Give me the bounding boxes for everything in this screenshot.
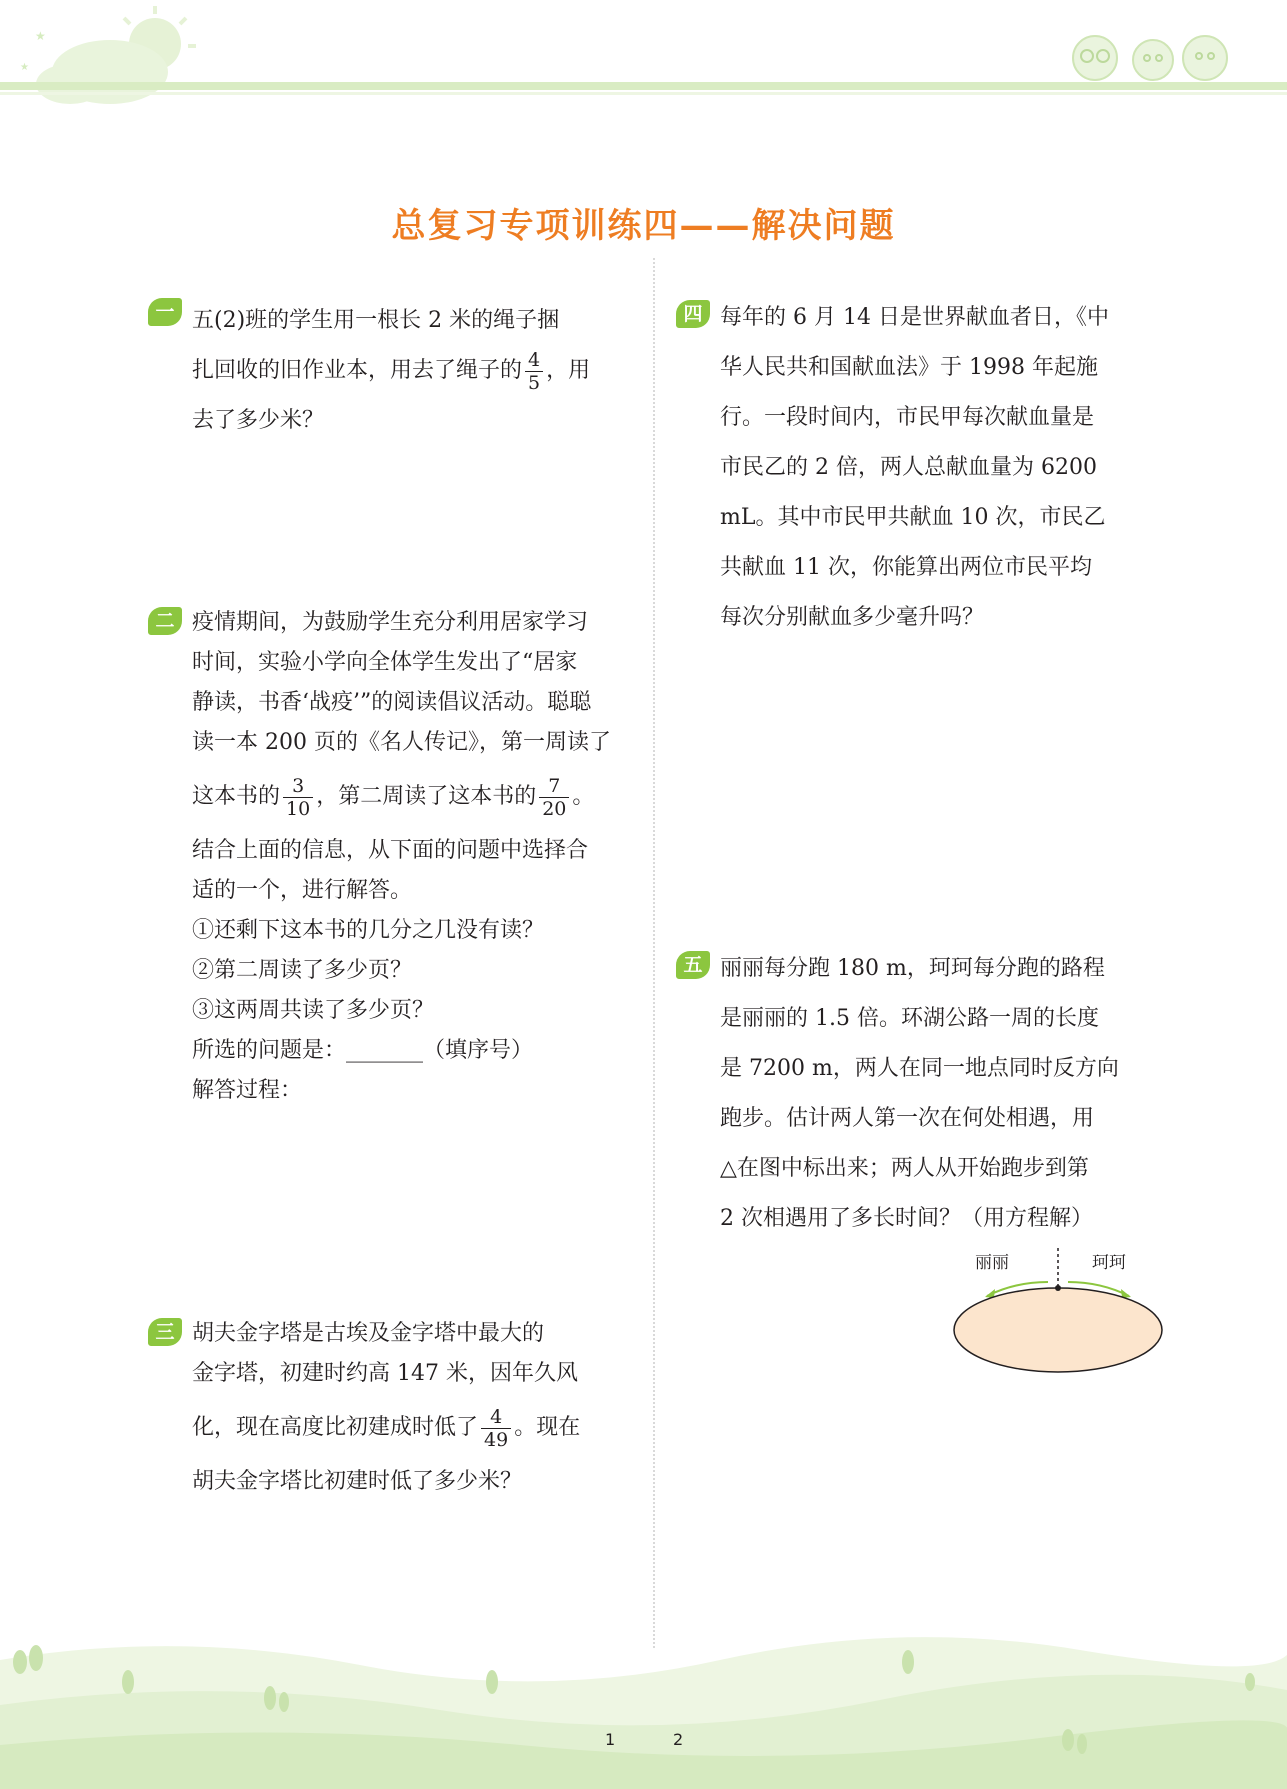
q1-line3: 去了多少米？: [192, 408, 325, 433]
q5-line3: 是 7200 m，两人在同一地点同时反方向: [720, 1056, 1119, 1081]
fraction-3-10: $\frac{3}{10}$: [283, 775, 313, 820]
q3-line4: 胡夫金字塔比初建时低了多少米？: [192, 1469, 523, 1494]
q4-line5: mL。其中市民甲共献血 10 次，市民乙: [720, 505, 1106, 530]
q3-line3: 化，现在高度比初建成时低了 $\frac{4}{49}$ 。现在: [192, 1405, 581, 1451]
q2-line5: 这本书的 $\frac{3}{10}$ ，第二周读了这本书的 $\frac{7}{20}$ 。: [192, 774, 595, 820]
question-badge-5: 五: [676, 951, 710, 979]
q2-line4: 读一本 200 页的《名人传记》，第一周读了: [192, 730, 611, 755]
page-number-left: 1: [605, 1730, 616, 1749]
q1-line1: 五(2)班的学生用一根长 2 米的绳子捆: [192, 308, 560, 333]
q2-line1: 疫情期间，为鼓励学生充分利用居家学习: [192, 610, 589, 635]
q4-line3: 行。一段时间内，市民甲每次献血量是: [720, 405, 1095, 430]
footer-hills-decoration: [0, 1620, 1287, 1789]
fraction-4-5: $\frac{4}{5}$: [525, 349, 543, 394]
q2-line7: 适的一个，进行解答。: [192, 878, 413, 903]
label-lili: 丽丽: [975, 1253, 1009, 1273]
q5-line1: 丽丽每分跑 180 m，珂珂每分跑的路程: [720, 956, 1105, 981]
q2-line6: 结合上面的信息，从下面的问题中选择合: [192, 838, 589, 863]
page-number-right: 2: [673, 1730, 684, 1749]
question-badge-3: 三: [148, 1318, 182, 1346]
q5-line2: 是丽丽的 1.5 倍。环湖公路一周的长度: [720, 1006, 1099, 1031]
question-3: [192, 1314, 580, 1502]
q3-line1: 胡夫金字塔是古埃及金字塔中最大的: [192, 1321, 545, 1346]
header-cloud-sun-decoration: [0, 0, 220, 112]
svg-text:★: ★: [20, 62, 29, 73]
label-keke: 珂珂: [1092, 1253, 1126, 1273]
q2-line3: 静读，书香‘战疫’”的阅读倡议活动。聪聪: [192, 690, 592, 715]
q2-option-1: ①还剩下这本书的几分之几没有读？: [192, 918, 545, 943]
question-badge-1: 一: [148, 298, 182, 326]
header-animals-decoration: [1055, 22, 1255, 86]
q2-option-2: ②第二周读了多少页？: [192, 958, 413, 983]
question-5: [720, 944, 1119, 1244]
page-title: 总复习专项训练四——解决问题: [391, 206, 896, 246]
q5-line6: 2 次相遇用了多长时间？（用方程解）: [720, 1206, 1093, 1231]
fraction-7-20: $\frac{7}{20}$: [539, 775, 569, 820]
q4-line1: 每年的 6 月 14 日是世界献血者日，《中: [720, 305, 1109, 330]
question-1: [192, 296, 590, 446]
q4-line7: 每次分别献血多少毫升吗？: [720, 605, 985, 630]
fraction-4-49: $\frac{4}{49}$: [481, 1406, 511, 1451]
column-divider: [653, 258, 655, 1648]
q2-process-label: 解答过程：: [192, 1078, 303, 1103]
question-badge-2: 二: [148, 607, 182, 635]
q2-option-3: ③这两周共读了多少页？: [192, 998, 435, 1023]
q2-choice-line: 所选的问题是：_______（填序号）: [192, 1038, 534, 1063]
header-band-thin: [0, 92, 1287, 95]
q2-line2: 时间，实验小学向全体学生发出了“居家: [192, 650, 578, 675]
q1-line2: 扎回收的旧作业本，用去了绳子的 $\frac{4}{5}$ ，用: [192, 348, 591, 394]
q5-line4: 跑步。估计两人第一次在何处相遇，用: [720, 1106, 1095, 1131]
q4-line6: 共献血 11 次，你能算出两位市民平均: [720, 555, 1092, 580]
q5-line5: △在图中标出来；两人从开始跑步到第: [720, 1156, 1089, 1181]
q4-line4: 市民乙的 2 倍，两人总献血量为 6200: [720, 455, 1097, 480]
q4-line2: 华人民共和国献血法》于 1998 年起施: [720, 355, 1098, 380]
question-badge-4: 四: [676, 300, 710, 328]
svg-text:★: ★: [35, 29, 46, 43]
q3-line2: 金字塔，初建时约高 147 米，因年久风: [192, 1361, 578, 1386]
question-4: [720, 293, 1109, 643]
question-2: [192, 603, 611, 1111]
